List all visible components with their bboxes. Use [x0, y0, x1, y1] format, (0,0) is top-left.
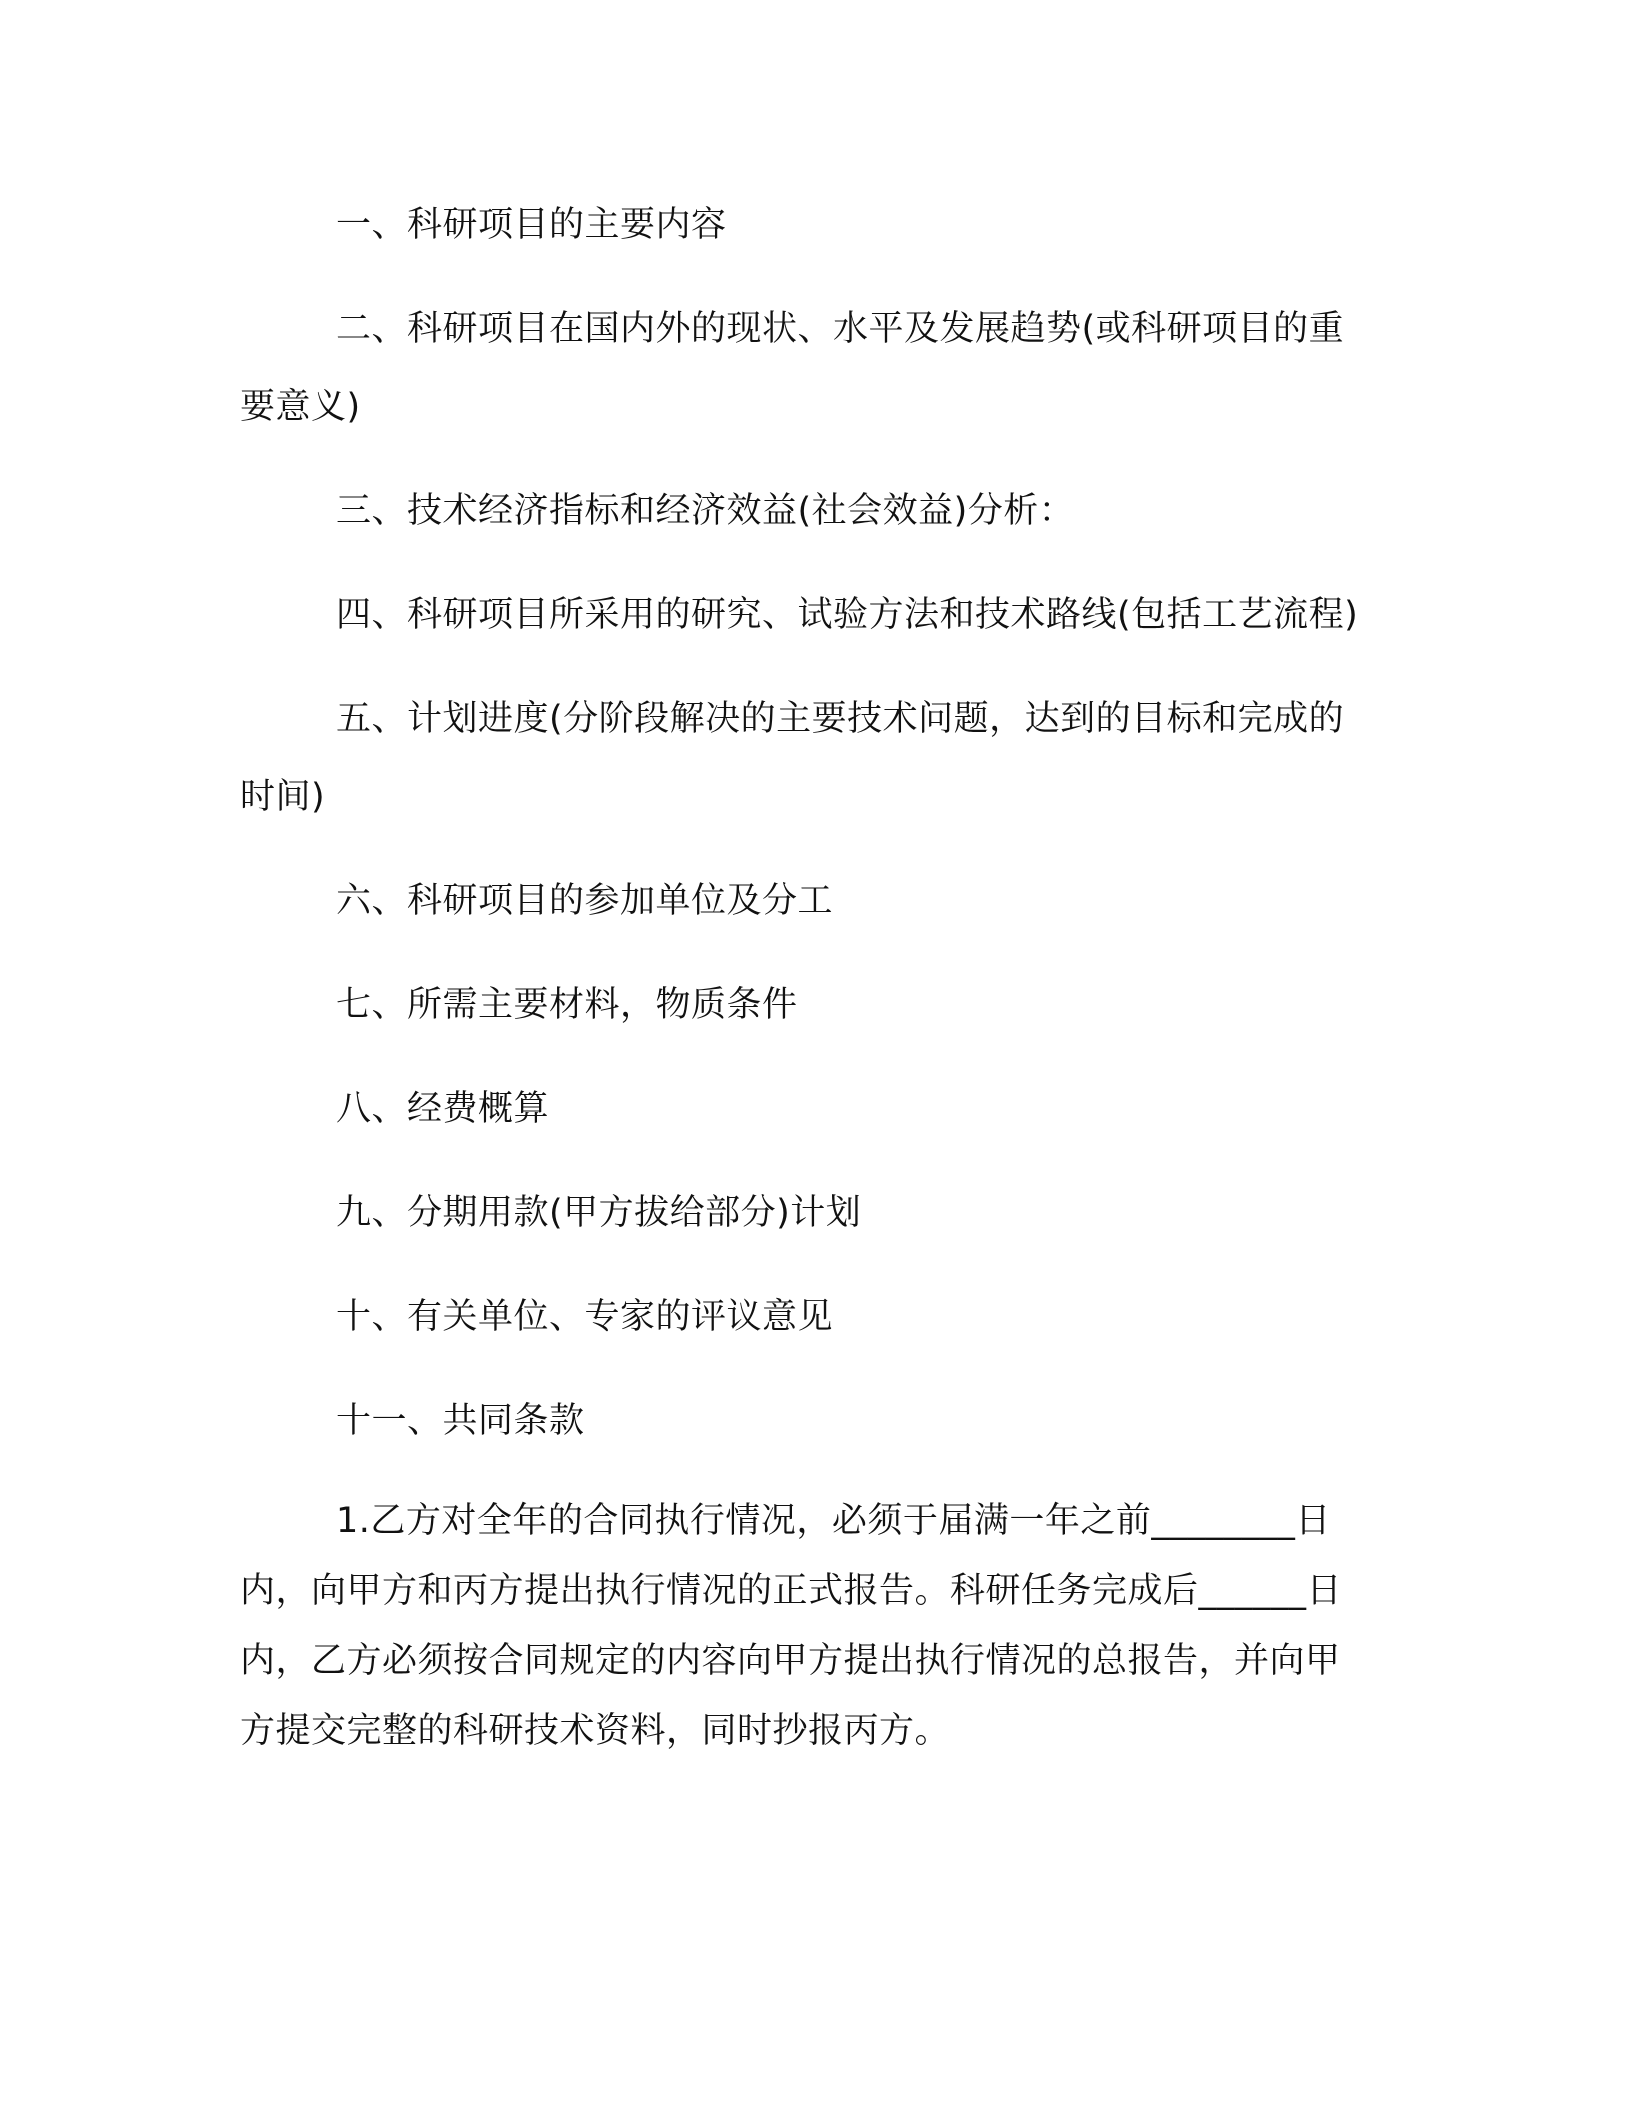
section-heading-8: 八、经费概算: [336, 1089, 550, 1129]
section-heading-9: 九、分期用款(甲方拔给部分)计划: [336, 1193, 862, 1233]
section-heading-6: 六、科研项目的参加单位及分工: [336, 881, 834, 921]
section-heading-11: 十一、共同条款: [336, 1401, 585, 1441]
document-body: [240, 186, 1360, 1792]
section-heading-3: 三、技术经济指标和经济效益(社会效益)分析：: [336, 491, 1075, 531]
section-heading-1: 一、科研项目的主要内容: [336, 205, 727, 245]
clause-paragraph-1: 1.乙方对全年的合同执行情况，必须于届满一年之前________日内，向甲方和丙方提出执行情况的正式报告。科研任务完成后______日内，乙方必须按合同规定的内容向甲方提出执行情况的总报告，并向甲方提交完整的科研技术资料，同时抄报丙方。: [240, 1501, 1343, 1751]
section-heading-5: 五、计划进度(分阶段解决的主要技术问题，达到的目标和完成的时间): [240, 699, 1345, 817]
section-heading-7: 七、所需主要材料，物质条件: [336, 985, 798, 1025]
section-heading-4: 四、科研项目所采用的研究、试验方法和技术路线(包括工艺流程): [336, 595, 1359, 635]
section-heading-2: 二、科研项目在国内外的现状、水平及发展趋势(或科研项目的重要意义): [240, 309, 1345, 427]
section-heading-10: 十、有关单位、专家的评议意见: [336, 1297, 834, 1337]
